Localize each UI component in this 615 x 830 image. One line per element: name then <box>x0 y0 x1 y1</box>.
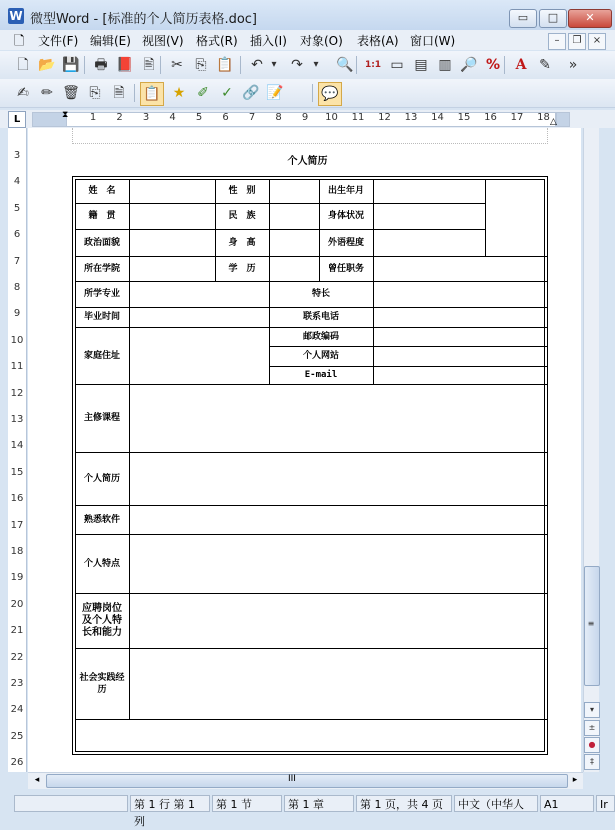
vertical-ruler-number: 26 <box>10 757 24 769</box>
vertical-ruler-number: 24 <box>10 704 24 716</box>
right-indent-marker[interactable]: △ <box>550 117 557 127</box>
copy-icon[interactable]: ⎘ <box>195 57 207 73</box>
ruler-number: 6 <box>222 112 229 123</box>
label-resume: 个人简历 <box>83 473 120 484</box>
open-icon[interactable]: 📂 <box>38 57 56 73</box>
copy-page-icon[interactable]: ⎘ <box>89 85 101 101</box>
print-icon[interactable]: 🖶 <box>94 57 108 73</box>
label-graduation: 毕业时间 <box>83 312 120 322</box>
undo-dropdown-icon[interactable]: ▾ <box>271 59 277 70</box>
toolbar-separator <box>240 56 241 74</box>
label-website: 个人网站 <box>302 351 339 361</box>
grid-line <box>485 179 486 257</box>
menu-table[interactable]: 表格(A) <box>357 34 399 48</box>
find-binoculars-icon[interactable]: 🔍 <box>336 57 354 73</box>
vertical-ruler-number: 5 <box>13 202 21 214</box>
page-margin-guide <box>72 128 548 144</box>
ruler-number: 9 <box>301 112 309 123</box>
vertical-ruler-number: 19 <box>10 572 24 584</box>
label-traits: 个人特点 <box>83 558 120 569</box>
clipboard-active-icon[interactable]: 📋 <box>140 82 164 106</box>
ruler-number: 15 <box>457 112 471 123</box>
label-position-abilities: 应聘岗位及个人特长和能力 <box>82 602 122 638</box>
label-birth: 出生年月 <box>327 186 364 196</box>
page-icon[interactable]: 🗎 <box>113 85 125 101</box>
label-ethnicity: 民 族 <box>228 211 256 221</box>
label-postcode: 邮政编码 <box>302 331 339 342</box>
cut-icon[interactable]: ✂ <box>171 57 183 73</box>
label-major: 所学专业 <box>83 289 120 299</box>
ruler-number: 10 <box>325 112 338 123</box>
ruler-number: 2 <box>116 112 123 123</box>
label-college: 所在学院 <box>83 263 120 274</box>
delete-icon[interactable]: 🗑 <box>62 85 80 101</box>
grid-line <box>75 534 547 535</box>
grid-line <box>75 505 547 506</box>
vertical-ruler-number: 21 <box>10 625 24 637</box>
toolbar-separator <box>160 56 161 74</box>
toolbar-separator <box>356 56 357 74</box>
comment-icon[interactable]: 💬 <box>318 82 342 106</box>
mdi-close-button[interactable]: × <box>588 33 606 50</box>
scroll-right-button[interactable]: ▸ <box>572 775 578 785</box>
hscroll-grip: III <box>288 774 296 784</box>
label-gender: 性 别 <box>228 186 256 196</box>
vertical-ruler-number: 17 <box>10 519 24 531</box>
vertical-ruler-number: 16 <box>10 493 24 505</box>
vertical-ruler-number: 3 <box>13 150 21 161</box>
status-section: 第 1 节 <box>212 795 282 812</box>
ruler-number: 18 <box>537 112 550 123</box>
pen-check-icon[interactable]: ✓ <box>221 85 233 101</box>
status-language: 中文（中华人 <box>454 795 538 812</box>
toolbar-separator <box>504 56 505 74</box>
window-title: 微型Word - [标准的个人简历表格.doc] <box>30 12 257 27</box>
grid-line <box>75 452 547 453</box>
label-address: 家庭住址 <box>83 350 120 361</box>
minimize-button[interactable]: ▭ <box>509 9 537 28</box>
redo-dropdown-icon[interactable]: ▾ <box>313 59 319 70</box>
toolbar-separator <box>312 84 313 102</box>
redo-icon[interactable]: ↷ <box>291 57 303 73</box>
label-political: 政治面貌 <box>83 237 120 248</box>
pen-link-icon[interactable]: 🔗 <box>242 85 260 101</box>
label-language: 外语程度 <box>327 237 364 248</box>
ruler-number: 13 <box>404 112 418 123</box>
grid-line <box>75 648 547 649</box>
undo-icon[interactable]: ↶ <box>251 57 263 73</box>
resume-title: 个人简历 <box>287 156 328 167</box>
ruler-number: 17 <box>510 112 524 123</box>
select-browse-object-button[interactable]: ● <box>584 737 600 753</box>
label-email: E-mail <box>304 370 338 380</box>
label-specialty: 特长 <box>311 289 330 299</box>
table-icon[interactable]: ▭ <box>390 57 404 73</box>
status-mode: Ir <box>596 795 615 812</box>
text-color-icon[interactable]: A <box>515 57 527 73</box>
more-icon[interactable]: » <box>568 57 578 73</box>
label-software: 熟悉软件 <box>83 514 120 525</box>
ruler-right-margin <box>556 112 570 127</box>
label-social-practice: 社会实践经历 <box>79 672 125 695</box>
grid-line <box>75 593 547 594</box>
ruler-number: 4 <box>169 112 176 123</box>
menu-object[interactable]: 对象(O) <box>300 34 343 48</box>
label-positions: 曾任职务 <box>327 263 364 274</box>
layout-icon[interactable]: ▥ <box>438 57 452 73</box>
vertical-ruler-number: 22 <box>10 651 24 663</box>
ruler-number: 11 <box>351 112 365 123</box>
label-native-place: 籍 贯 <box>88 211 116 221</box>
grid-line <box>373 179 374 384</box>
grid-line <box>75 203 485 204</box>
grid-line <box>75 256 547 257</box>
edit-icon[interactable]: ✏ <box>41 85 53 101</box>
save-icon[interactable]: 💾 <box>62 57 80 73</box>
status-line-column: 第 1 行 第 1 列 <box>130 795 210 812</box>
ruler-number: 7 <box>248 112 256 123</box>
resume-table[interactable] <box>72 176 548 755</box>
menu-edit[interactable]: 编辑(E) <box>90 34 131 48</box>
status-pages: 第 1 页，共 4 页 <box>356 795 452 812</box>
vertical-ruler-number: 18 <box>10 546 24 557</box>
mdi-minimize-button[interactable]: – <box>548 33 566 50</box>
scroll-down-button[interactable]: ▾ <box>584 702 600 718</box>
print-preview-icon[interactable]: 🖹 <box>143 57 155 73</box>
scroll-left-button[interactable]: ◂ <box>34 775 40 785</box>
paste-icon[interactable]: 📋 <box>216 57 234 73</box>
label-education: 学 历 <box>228 263 256 274</box>
menu-view[interactable]: 视图(V) <box>142 34 184 48</box>
vertical-ruler-number: 4 <box>13 176 21 188</box>
vertical-ruler-number: 12 <box>10 387 24 399</box>
spellcheck-icon[interactable]: ✎ <box>539 57 551 73</box>
horizontal-scroll-thumb[interactable] <box>46 774 568 788</box>
grid-line <box>75 229 485 230</box>
grid-line <box>75 384 547 385</box>
next-page-button[interactable]: ‡ <box>584 754 600 770</box>
ruler-number: 16 <box>484 112 497 123</box>
vertical-ruler-number: 11 <box>10 361 24 373</box>
document-menu-icon[interactable]: 🗋 <box>14 34 25 49</box>
page-setup-icon[interactable]: 1:1 <box>364 60 382 70</box>
table-inner-border <box>75 179 545 752</box>
status-cell: A1 <box>540 795 594 812</box>
word-app-icon[interactable]: W <box>9 9 23 23</box>
vscroll-grip: ≡ <box>587 619 595 628</box>
vertical-ruler-number: 10 <box>10 334 24 346</box>
window-right-border <box>599 128 615 772</box>
columns-icon[interactable]: ▤ <box>414 57 428 73</box>
vertical-ruler-number: 20 <box>10 598 24 610</box>
menu-format[interactable]: 格式(R) <box>196 34 238 48</box>
label-courses: 主修课程 <box>83 413 120 423</box>
ruler-number: 3 <box>142 112 150 123</box>
label-health: 身体状况 <box>327 211 364 221</box>
vertical-ruler-number: 14 <box>10 440 24 452</box>
label-name: 姓 名 <box>88 186 116 196</box>
vertical-ruler-number: 25 <box>10 730 24 742</box>
toolbar-separator <box>134 84 135 102</box>
ruler-number: 14 <box>431 112 444 123</box>
menu-file[interactable]: 文件(F) <box>38 34 79 48</box>
ruler-number: 8 <box>275 112 282 123</box>
first-line-indent-marker[interactable]: ⧗ <box>62 110 69 120</box>
status-message <box>14 795 128 812</box>
label-phone: 联系电话 <box>302 312 339 322</box>
vertical-ruler-number: 8 <box>13 282 21 293</box>
previous-page-button[interactable]: ± <box>584 720 600 736</box>
note-icon[interactable]: 📝 <box>266 85 284 101</box>
ruler-number: 12 <box>378 112 391 123</box>
toolbar-separator <box>84 56 85 74</box>
zoom-icon[interactable]: 🔎 <box>460 57 478 73</box>
vertical-ruler-number: 13 <box>10 414 24 425</box>
status-chapter: 第 1 章 <box>284 795 354 812</box>
maximize-button[interactable]: □ <box>539 9 567 28</box>
menu-window[interactable]: 窗口(W) <box>410 34 456 48</box>
ruler-number: 5 <box>195 112 203 123</box>
pen-green-icon[interactable]: ✐ <box>197 85 209 101</box>
vertical-ruler-number: 7 <box>13 255 21 267</box>
grid-line <box>75 719 547 720</box>
vertical-ruler-number: 23 <box>10 678 24 689</box>
star-pen-icon[interactable]: ★ <box>172 85 186 101</box>
menu-insert[interactable]: 插入(I) <box>250 34 287 48</box>
vertical-ruler-number: 6 <box>13 229 21 241</box>
pdf-icon[interactable]: 📕 <box>116 57 134 73</box>
mdi-restore-button[interactable]: ❐ <box>568 33 586 50</box>
vertical-ruler-number: 15 <box>10 466 24 478</box>
ruler-number: 1 <box>89 112 97 123</box>
stats-icon[interactable]: % <box>485 57 501 73</box>
vertical-ruler-number: 9 <box>13 308 21 320</box>
new-doc-icon[interactable]: 🗋 <box>17 57 29 73</box>
label-height: 身 高 <box>228 237 256 248</box>
grid-line <box>129 179 130 719</box>
tab-selector-button[interactable]: L <box>8 111 26 128</box>
track-icon[interactable]: ✍ <box>17 85 29 101</box>
close-button[interactable]: ✕ <box>568 9 612 28</box>
